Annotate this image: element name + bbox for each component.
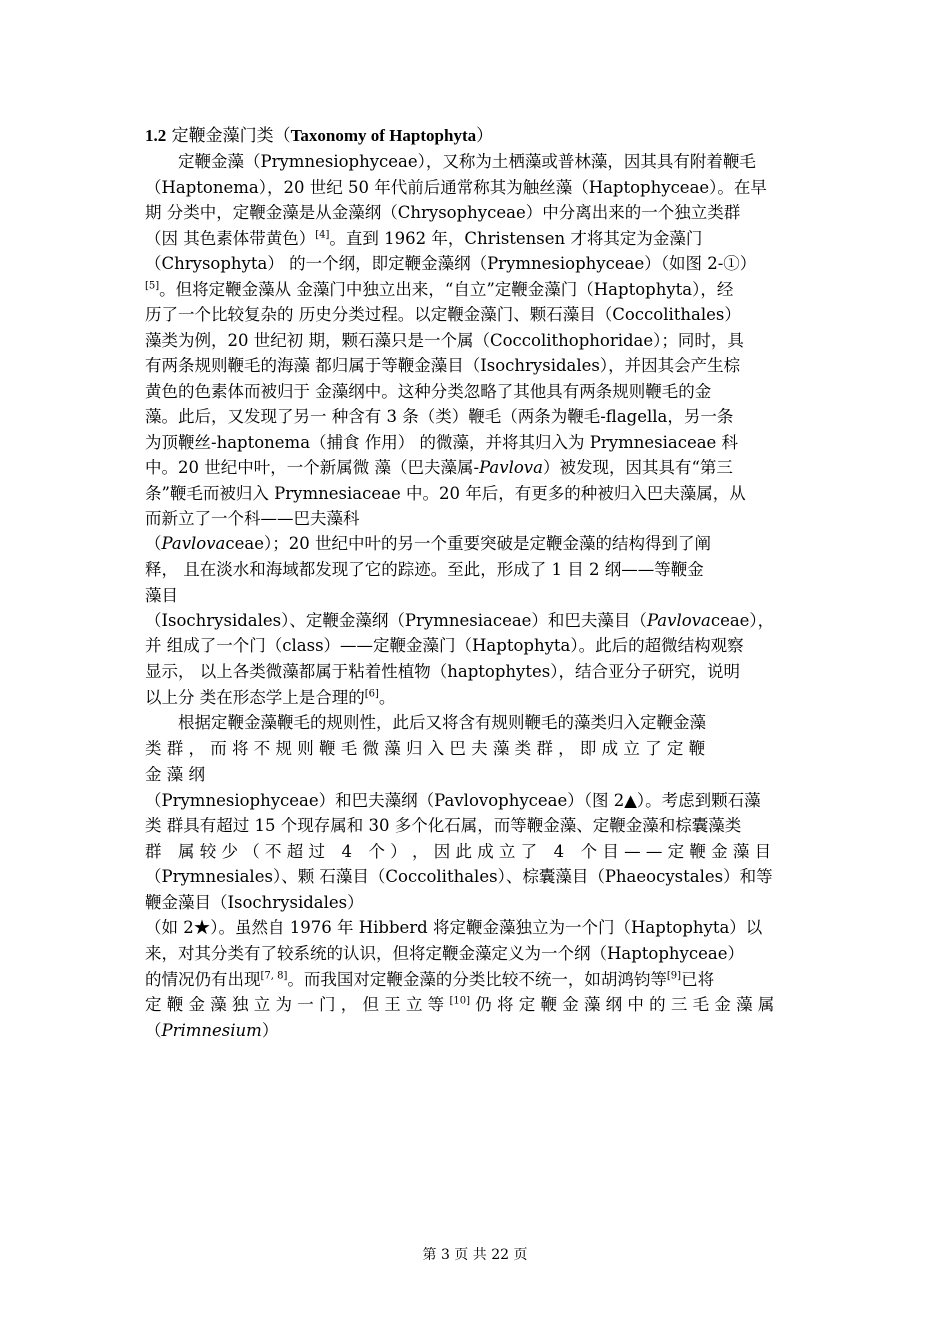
body-line: （Prymnesiophyceae）和巴夫藻纲（Pavlovophyceae）（图 2▲）。考虑到颗石藻 [145,791,761,810]
body-line: [5]。但将定鞭金藻从 金藻门中独立出来，“自立”定鞭金藻门（Haptophyta），经 [145,280,734,299]
body-line: 鞭金藻目（Isochrysidales） [145,893,364,912]
body-line: （Chrysophyta） 的一个纲，即定鞭金藻纲（Prymnesiophyceae）（如图 2-①） [145,254,757,273]
body-line: 中。20 世纪中叶，一个新属微 藻（巴夫藻属-Pavlova）被发现，因其具有“第三 [145,458,733,477]
genus-name: Primnesium [161,1021,262,1040]
citation-ref: [7, 8] [260,970,288,982]
body-line: 并 组成了一个门（class）——定鞭金藻门（Haptophyta）。此后的超微结构观察 [145,636,744,655]
body-line: 显示， 以上各类微藻都属于粘着性植物（haptophytes），结合亚分子研究，说明 [145,662,740,681]
citation-ref: [4] [315,229,330,241]
body-line: 群 属 较 少 （ 不 超 过 4 个 ） ， 因 此 成 立 了 4 个 目 — — 定 鞭 金 藻 目 [145,842,772,861]
section-heading [145,124,493,148]
body-line: （Pavlovaceae）；20 世纪中叶的另一个重要突破是定鞭金藻的结构得到了阐 [145,534,711,553]
body-line: 为顶鞭丝-haptonema（捕食 作用） 的微藻，并将其归入为 Prymnesiaceae 科 [145,433,739,452]
body-line: （如 2★）。虽然自 1976 年 Hibberd 将定鞭金藻独立为一个门（Haptophyta）以 [145,918,763,937]
citation-ref: [9] [666,970,682,982]
body-line: 期 分类中，定鞭金藻是从金藻纲（Chrysophyceae）中分离出来的一个独立类群 [145,203,741,222]
page-footer: 第 3 页 共 22 页 [422,1247,528,1263]
genus-name: Pavlova [479,458,543,477]
body-line: 根据定鞭金藻鞭毛的规则性，此后又将含有规则鞭毛的藻类归入定鞭金藻 [145,713,706,732]
body-line: 金 藻 纲 [145,765,205,784]
section-title-en: Taxonomy of Haptophyta [290,126,477,145]
body-line: （Haptonema），20 世纪 50 年代前后通常称其为触丝藻（Haptophyceae）。在早 [145,178,767,197]
body-line: （因 其色素体带黄色）[4]。直到 1962 年，Christensen 才将其定为金藻门 [145,229,703,248]
body-line: 藻。此后，又发现了另一 种含有 3 条（类）鞭毛（两条为鞭毛-flagella，另一条 [145,407,734,426]
citation-ref: [6] [364,688,379,700]
body-line: 黄色的色素体而被归于 金藻纲中。这种分类忽略了其他具有两条规则鞭毛的金 [145,382,712,401]
body-line: 来，对其分类有了较系统的认识，但将定鞭金藻定义为一个纲（Haptophyceae） [145,944,744,963]
body-line: 有两条规则鞭毛的海藻 都归属于等鞭金藻目（Isochrysidales），并因其会产生棕 [145,356,741,375]
section-title-close: ） [476,126,494,146]
body-line: 类 群具有超过 15 个现存属和 30 多个化石属，而等鞭金藻、定鞭金藻和棕囊藻类 [145,816,742,835]
body-line: 以上分 类在形态学上是合理的[6]。 [145,688,396,707]
body-line: 的情况仍有出现[7, 8]。而我国对定鞭金藻的分类比较不统一，如胡鸿钧等[9]已将 [145,970,715,989]
body-line: （Primnesium） [145,1021,279,1040]
genus-name: Pavlova [646,611,711,630]
citation-ref: [10] [449,995,470,1007]
body-line: 类 群 ， 而 将 不 规 则 鞭 毛 微 藻 归 入 巴 夫 藻 类 群 ， 即 成 立 了 定 鞭 [145,739,706,758]
body-line: 藻类为例，20 世纪初 期，颗石藻只是一个属（Coccolithophoridae）；同时，具 [145,331,744,350]
body-line: 历了一个比较复杂的 历史分类过程。以定鞭金藻门、颗石藻目（Coccolithales） [145,305,741,324]
citation-ref: [5] [145,280,160,292]
body-line: 条”鞭毛而被归入 Prymnesiaceae 中。20 年后，有更多的种被归入巴夫藻属，从 [145,484,746,503]
genus-name: Pavlova [161,534,226,553]
body-line: （Prymnesiales）、颗 石藻目（Coccolithales）、棕囊藻目（Phaeocystales）和等 [145,867,773,886]
body-line: 而新立了一个科——巴夫藻科 [145,509,360,528]
body-line: （Isochrysidales）、定鞭金藻纲（Prymnesiaceae）和巴夫藻目（Pavlovaceae）， [145,611,775,630]
section-number: 1.2 [145,126,167,145]
body-line: 释， 且在淡水和海域都发现了它的踪迹。至此，形成了 1 目 2 纲——等鞭金 [145,560,704,579]
body-line: 定 鞭 金 藻 独 立 为 一 门 ， 但 王 立 等 [10] 仍 将 定 鞭 金 藻 纲 中 的 三 毛 金 藻 属 [145,995,775,1014]
section-title-cn: 定鞭金藻门类（ [171,126,291,146]
body-line: 藻目 [145,586,178,605]
body-line: 定鞭金藻（Prymnesiophyceae），又称为土栖藻或普林藻，因其具有附着鞭毛 [145,152,756,171]
